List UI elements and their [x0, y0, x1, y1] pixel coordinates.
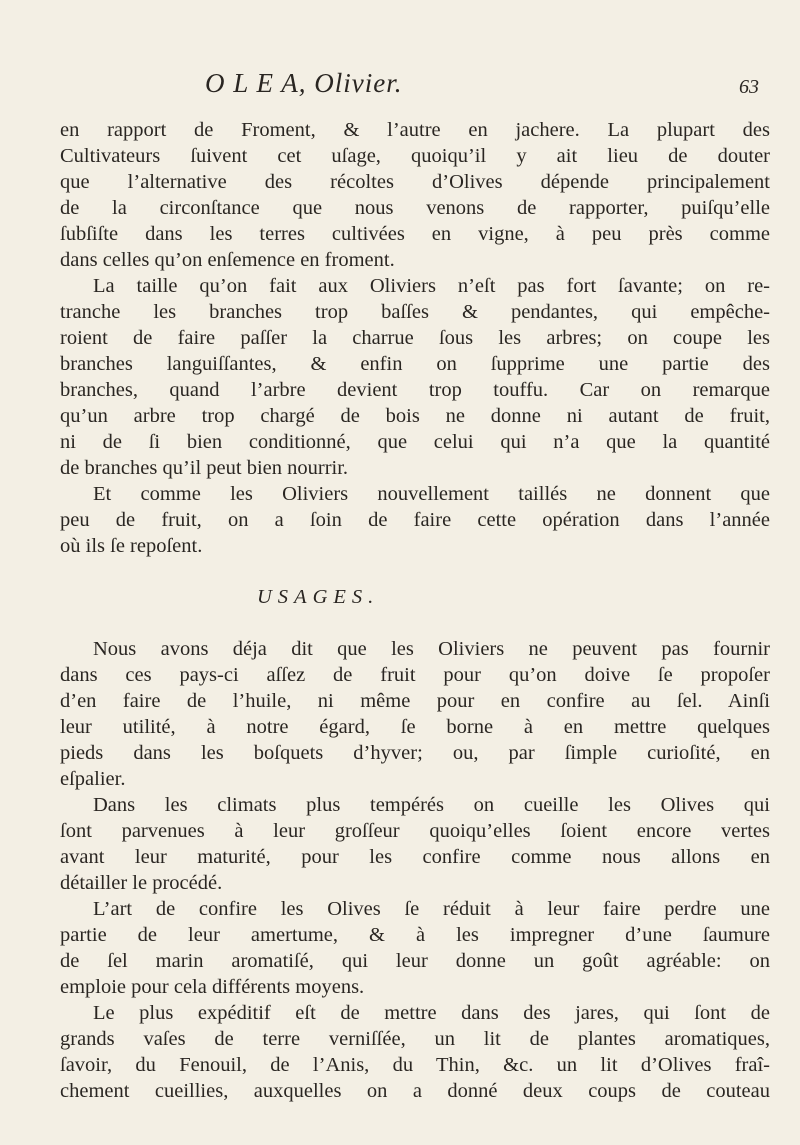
paragraph-line: Cultivateurs ſuivent cet uſage, quoiqu’il y ait lieu de douter [60, 145, 770, 167]
paragraph-line: roient de faire paſſer la charrue ſous les arbres; on coupe les [60, 327, 770, 349]
body-text [60, 117, 770, 1104]
page-number: 63 [739, 76, 759, 98]
paragraph-line: peu de fruit, on a ſoin de faire cette opération dans l’année [60, 509, 770, 531]
paragraph-line: pieds dans les boſquets d’hyver; ou, par ſimple curioſité, en [60, 742, 770, 764]
paragraph-line: dans ces pays-ci aſſez de fruit pour qu’on doive ſe propoſer [60, 664, 770, 686]
running-head: O L E A, Olivier. [205, 68, 403, 98]
paragraph-line: ſavoir, du Fenouil, de l’Anis, du Thin, &c. un lit d’Olives fraî- [60, 1054, 770, 1076]
paragraph-line: détailler le procédé. [60, 872, 223, 894]
paragraph-first-line: en rapport de Froment, & l’autre en jachere. La plupart des [60, 119, 770, 141]
paragraph-line: branches languiſſantes, & enfin on ſupprime une partie des [60, 353, 770, 375]
paragraph-line: de branches qu’il peut bien nourrir. [60, 457, 349, 479]
paragraph-line: de la circonſtance que nous venons de rapporter, puiſqu’elle [60, 197, 770, 219]
page-header [0, 68, 800, 108]
paragraph-line: ſont parvenues à leur groſſeur quoiqu’elles ſoient encore vertes [60, 820, 770, 842]
paragraph-line: dans celles qu’on enſemence en froment. [60, 249, 395, 271]
paragraph-line: chement cueillies, auxquelles on a donné deux coups de couteau [60, 1080, 770, 1102]
paragraph-line: tranche les branches trop baſſes & pendantes, qui empêche- [60, 301, 770, 323]
paragraph-line: branches, quand l’arbre devient trop touffu. Car on remarque [60, 379, 770, 401]
paragraph-line: de ſel marin aromatiſé, qui leur donne un goût agréable: on [60, 950, 770, 972]
section-heading: USAGES. [257, 586, 380, 608]
paragraph-line: avant leur maturité, pour les confire comme nous allons en [60, 846, 770, 868]
paragraph-line: grands vaſes de terre verniſſée, un lit de plantes aromatiques, [60, 1028, 770, 1050]
paragraph-first-line: Le plus expéditif eſt de mettre dans des jares, qui ſont de [93, 1002, 770, 1024]
paragraph-first-line: L’art de confire les Olives ſe réduit à leur faire perdre une [93, 898, 770, 920]
paragraph-line: ni de ſi bien conditionné, que celui qui n’a que la quantité [60, 431, 770, 453]
paragraph-line: où ils ſe repoſent. [60, 535, 203, 557]
paragraph-line: emploie pour cela différents moyens. [60, 976, 365, 998]
paragraph-line: eſpalier. [60, 768, 126, 790]
paragraph-line: qu’un arbre trop chargé de bois ne donne ni autant de fruit, [60, 405, 770, 427]
paragraph-first-line: Et comme les Oliviers nouvellement taillés ne donnent que [93, 483, 770, 505]
paragraph-line: ſubſiſte dans les terres cultivées en vigne, à peu près comme [60, 223, 770, 245]
paragraph-line: que l’alternative des récoltes d’Olives dépende principalement [60, 171, 770, 193]
paragraph-first-line: Nous avons déja dit que les Oliviers ne peuvent pas fournir [93, 638, 770, 660]
paragraph-line: d’en faire de l’huile, ni même pour en confire au ſel. Ainſi [60, 690, 770, 712]
paragraph-line: leur utilité, à notre égard, ſe borne à en mettre quelques [60, 716, 770, 738]
paragraph-first-line: Dans les climats plus tempérés on cueille les Olives qui [93, 794, 770, 816]
paragraph-line: partie de leur amertume, & à les impregner d’une ſaumure [60, 924, 770, 946]
paragraph-first-line: La taille qu’on fait aux Oliviers n’eſt pas fort ſavante; on re- [93, 275, 770, 297]
